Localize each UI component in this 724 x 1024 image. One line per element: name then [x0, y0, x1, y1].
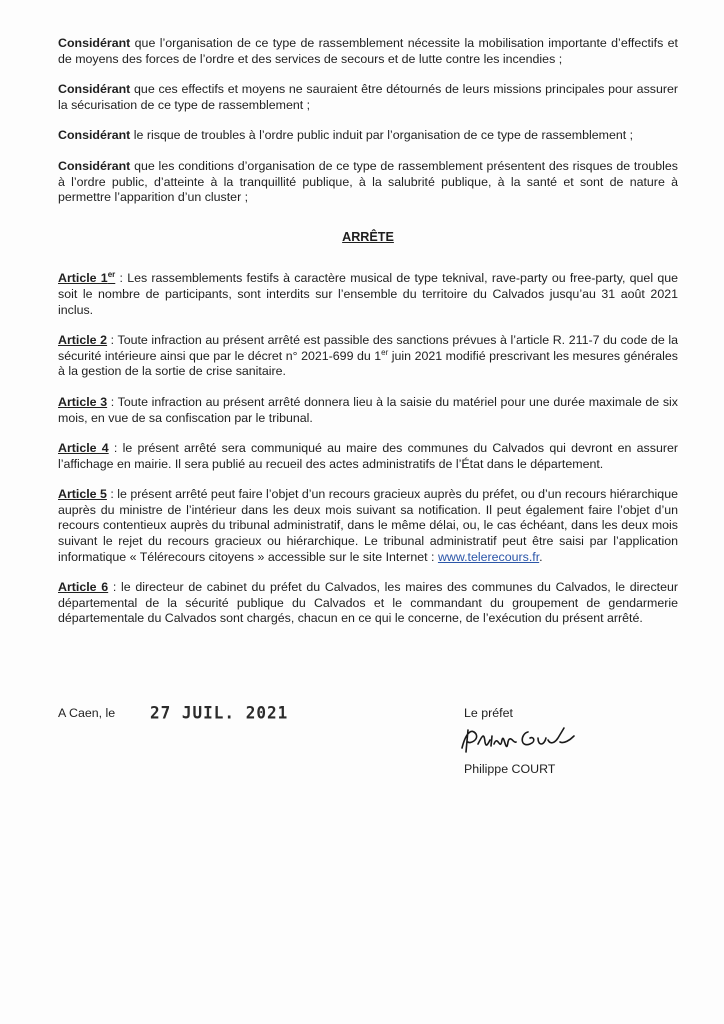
superscript: er — [107, 270, 116, 280]
considerant-lead: Considérant — [58, 128, 131, 143]
telerecours-link[interactable]: www.telerecours.fr — [437, 549, 540, 564]
article-6 — [58, 580, 678, 627]
decision-title: ARRÊTE — [342, 229, 394, 244]
article-text: : le présent arrêté peut faire l’objet d’un recours gracieux auprès du préfet, ou d’un recours hiérarchique auprès du ministre de l’intérieur dans les deux mois suivant sa notification. Il peut également faire l’objet d’un recours contentieux auprès du tribunal administratif, dans le même délai, ou, le cas échéant, dans les deux mois suivant le rejet du recours gracieux ou hiérarchique. Le tribunal administratif peut être saisi par l’application informatique « Télérecours citoyens » accessible sur le site Internet : — [58, 487, 678, 564]
article-text-end: juin 2021 modifié prescrivant les mesures générales à la gestion de la sortie de crise sanitaire. — [58, 348, 679, 379]
article-label: Article 5 — [58, 487, 107, 502]
article-label — [58, 271, 115, 285]
article-text: : le directeur de cabinet du préfet du Calvados, les maires des communes du Calvados, le directeur départemental de la sécurité publique du Calvados et le commandant du groupement de gendarmerie départementale du Calvados sont chargés, chacun en ce qui le concerne, de l’exécution du présent arrêté. — [58, 580, 678, 626]
superscript: er — [381, 347, 389, 357]
article-text: : le présent arrêté sera communiqué au maire des communes du Calvados qui devront en assurer l’affichage en mairie. Il sera publié au recueil des actes administratifs de l’État dans le département. — [58, 441, 678, 471]
article-1 — [58, 271, 678, 318]
signer-role: Le préfet — [464, 706, 513, 720]
considerant-lead: Considérant — [58, 158, 131, 173]
considerant-lead: Considérant — [58, 82, 131, 97]
considerant-text: que ces effectifs et moyens ne sauraient être détournés de leurs missions principales pour assurer la sécurisation de ce type de rassemblement ; — [58, 82, 678, 112]
signer-name: Philippe COURT — [464, 762, 556, 776]
considerant-3 — [58, 128, 678, 144]
article-label: Article 6 — [58, 580, 109, 595]
article-number: Article 1 — [58, 271, 108, 286]
document-body — [58, 36, 678, 642]
article-label: Article 2 — [58, 333, 108, 348]
article-text-end: . — [539, 549, 543, 564]
article-5 — [58, 487, 678, 565]
article-text: : Les rassemblements festifs à caractère musical de type teknival, rave-party ou free-party, quel que soit le nombre de participants, sont interdits sur l’ensemble du territoire du Calvados jusqu’au 31 août 2021 inclus. — [58, 271, 678, 317]
article-text: : Toute infraction au présent arrêté est passible des sanctions prévues à l’article R. 211-7 du code de la sécurité intérieure ainsi que par le décret n° 2021-699 du 1 — [58, 333, 678, 363]
considerant-lead: Considérant — [58, 36, 131, 50]
signing-place: A Caen, le — [58, 706, 116, 720]
article-label: Article 4 — [58, 441, 109, 456]
handwritten-signature — [458, 722, 578, 758]
considerant-text: le risque de troubles à l’ordre public induit par l’organisation de ce type de rassemblement ; — [130, 128, 634, 143]
signature-block — [58, 702, 678, 786]
date-stamp: 27 JUIL. 2021 — [150, 702, 289, 723]
article-4 — [58, 441, 678, 472]
article-label: Article 3 — [58, 394, 108, 409]
article-text: : Toute infraction au présent arrêté donnera lieu à la saisie du matériel pour une durée maximale de six mois, en vue de sa confiscation par le tribunal. — [58, 394, 678, 425]
considerant-2 — [58, 82, 678, 113]
article-3 — [58, 395, 678, 426]
article-2 — [58, 333, 678, 380]
considerant-1 — [58, 36, 678, 67]
considerant-text: que les conditions d’organisation de ce type de rassemblement présentent des risques de troubles à l’ordre public, d’atteinte à la tranquillité publique, à la salubrité publique, à la santé et sont de nature à permettre l’apparition d’un cluster ; — [58, 158, 678, 205]
considerant-4 — [58, 159, 678, 206]
considerant-text: que l’organisation de ce type de rassemblement nécessite la mobilisation importante d’effectifs et de moyens des forces de l’ordre et des services de secours et de lutte contre les incendies ; — [58, 36, 678, 66]
